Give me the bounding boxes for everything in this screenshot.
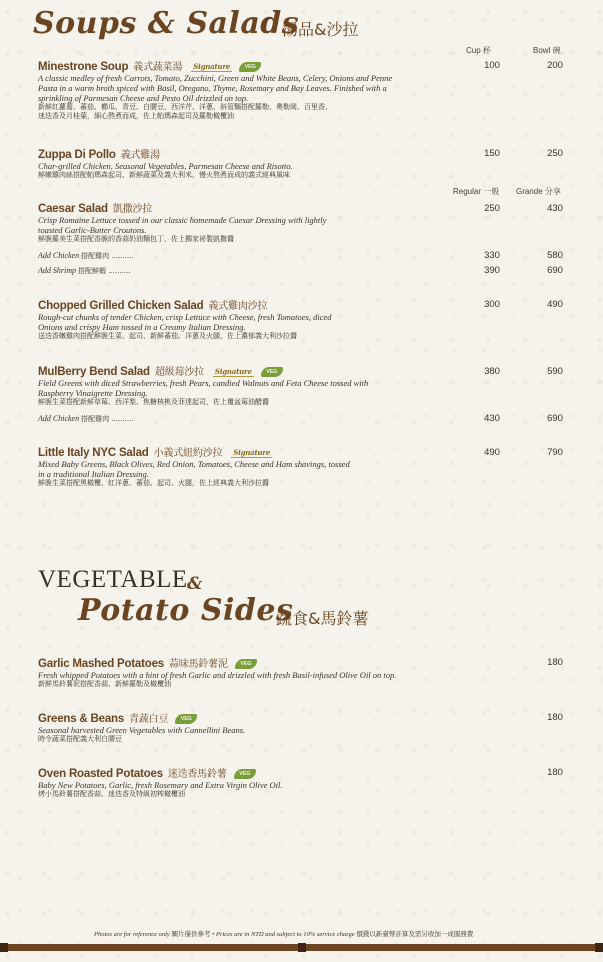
bottom-border-bar — [0, 944, 603, 951]
item-description: Char-grilled Chicken, Seasonal Vegetables, Parmesan Cheese and Risotto. — [38, 161, 293, 171]
item-description: Crisp Romaine Lettuce tossed in our classic homemade Caesar Dressing with lightly toasted Garlic-Butter Croutons. — [38, 215, 327, 235]
item-description-cn: 送迭香嫩雞肉搭配鮮脆生菜、起司、新鮮蕃茄、洋蔥及火腿，佐上濃郁義大利沙拉醬 — [38, 332, 297, 340]
section-title-sides-cn: 蔬食&馬鈴薯 — [276, 609, 369, 628]
menu-item-caesar-salad — [38, 200, 338, 244]
price: 180 — [547, 657, 563, 668]
item-description-cn: 新鮮馬鈴薯泥搭配香蒜、新鮮羅勒及橄欖油 — [38, 680, 171, 688]
price-regular: 330 — [484, 250, 500, 261]
item-name — [38, 297, 338, 312]
section-title-soups-cn: 湯品&沙拉 — [282, 20, 359, 39]
menu-item-greens-and-beans — [38, 710, 438, 744]
vegetarian-leaf-icon: VEG — [235, 659, 257, 669]
item-description: Field Greens with diced Strawberries, fresh Pears, candied Walnuts and Feta Cheese tossed with Raspberry Vinaigrette Dressing. — [38, 378, 369, 398]
item-name — [38, 444, 358, 459]
item-name-en: Caesar Salad — [38, 203, 108, 215]
item-name — [38, 363, 383, 378]
footer-bullet: • — [212, 931, 215, 938]
item-name-en: MulBerry Bend Salad — [38, 366, 150, 378]
item-name — [38, 200, 338, 215]
item-name — [38, 765, 438, 780]
item-description-cn: 鮮嫩雞肉絲搭配帕瑪森起司、新鮮蔬菜及義大利米，慢火熬煮而成的義式經典風味 — [38, 171, 290, 179]
addon-label-cn: 搭配雞肉 .......... — [81, 252, 134, 260]
price-cup: 150 — [484, 148, 500, 159]
addon-chicken — [38, 414, 134, 424]
addon-label: Add Chicken — [38, 251, 80, 260]
menu-item-garlic-mashed-potatoes — [38, 655, 438, 689]
item-description-cn: 鮮脆生菜搭配黑橄欖、紅洋蔥、蕃茄、起司、火腿，佐上經典義大利沙拉醬 — [38, 479, 269, 487]
section-title-ampersand: & — [187, 574, 203, 594]
item-name-en: Minestrone Soup — [38, 61, 129, 73]
price-regular: 390 — [484, 265, 500, 276]
section-title-vegetable: VEGETABLE — [38, 566, 188, 593]
footer-photos-note-cn: 圖片僅供參考 — [171, 930, 211, 938]
item-name-cn: 小義式紐約沙拉 — [153, 448, 223, 459]
col-header-regular: Regular 一般 — [453, 187, 500, 196]
item-name-cn: 凱撒沙拉 — [112, 204, 153, 215]
item-name-en: Chopped Grilled Chicken Salad — [38, 300, 204, 312]
col-header-bowl: Bowl 碗 — [533, 46, 561, 55]
item-description-cn: 烤小馬鈴薯搭配香蒜、迷迭香及特級初榨橄欖油 — [38, 790, 185, 798]
item-name-en: Oven Roasted Potatoes — [38, 768, 163, 780]
item-name-cn: 義式雞肉沙拉 — [208, 301, 268, 312]
section-title-potato-sides: Potato Sides — [78, 593, 294, 628]
item-description: Seasonal harvested Green Vegetables with Cannellini Beans. — [38, 725, 246, 735]
vegetarian-leaf-icon: VEG — [239, 62, 261, 72]
col-header-grande: Grande 分享 — [516, 187, 561, 196]
price-grande: 580 — [547, 250, 563, 261]
menu-item-zuppa-di-pollo — [38, 146, 418, 180]
signature-badge-icon: Signature — [193, 61, 231, 71]
item-name — [38, 655, 438, 670]
vegetarian-leaf-icon: VEG — [234, 769, 256, 779]
item-description-cn: 新鮮紅蘿蔔、蕃茄、櫛瓜、青豆、白腰豆、西洋芹、洋蔥、斜管麵搭配羅勒、奧勒岡、百里香、 — [38, 103, 332, 111]
item-description-cn: 時令蔬菜搭配義大利白腰豆 — [38, 735, 122, 743]
addon-label-cn: 搭配雞肉 .......... — [81, 415, 134, 423]
price-grande: 690 — [547, 413, 563, 424]
price-bowl: 250 — [547, 148, 563, 159]
menu-item-minestrone — [38, 58, 398, 121]
bar-end-square — [595, 943, 603, 952]
section-title-soups: Soups & Salads — [33, 6, 300, 41]
price-regular: 430 — [484, 413, 500, 424]
item-name-en: Little Italy NYC Salad — [38, 447, 149, 459]
item-name-cn: 義式蔬菜湯 — [133, 62, 183, 73]
price-grande: 790 — [547, 447, 563, 458]
item-name — [38, 710, 438, 725]
item-description-cn: 鮮脆羅美生菜搭配香脆的香蒜奶油麵包丁，佐上獨家祕製凱撒醬 — [38, 235, 234, 243]
item-name-cn: 義式雞湯 — [120, 150, 160, 161]
footer-photos-note: Photos are for reference only — [94, 931, 170, 938]
footer-price-note: Prices are in NTD and subject to 10% service charge — [215, 931, 355, 938]
addon-label: Add Shrimp — [38, 266, 76, 275]
price: 180 — [547, 767, 563, 778]
item-name-cn: 迷迭香馬鈴薯 — [167, 769, 227, 780]
price-grande: 430 — [547, 203, 563, 214]
item-name-cn: 蒜味馬鈴薯泥 — [168, 659, 228, 670]
item-description: Mixed Baby Greens, Black Olives, Red Onion, Tomatoes, Cheese and Ham shavings, tossed in a traditional Italian Dressing. — [38, 459, 350, 479]
footer-note — [94, 929, 473, 938]
menu-item-chopped-grilled-chicken-salad — [38, 297, 338, 341]
price-cup: 100 — [484, 60, 500, 71]
addon-chicken — [38, 251, 134, 261]
item-name — [38, 146, 418, 161]
addon-label: Add Chicken — [38, 414, 80, 423]
price-regular: 300 — [484, 299, 500, 310]
price: 180 — [547, 712, 563, 723]
price-grande: 490 — [547, 299, 563, 310]
price-regular: 250 — [484, 203, 500, 214]
item-description: A classic medley of fresh Carrots, Tomato, Zucchini, Green and White Beans, Celery, Onions and Penne Pasta in a warm broth spiced with Basil, Oregano, Thyme, Rosemary and Bay Leaves. Finished with a sprinkling of Parmesan Cheese and Pesto Oil drizzled on top. — [38, 73, 393, 103]
item-name-cn: 超級莓沙拉 — [154, 367, 204, 378]
signature-badge-icon: Signature — [233, 447, 271, 457]
vegetarian-leaf-icon: VEG — [175, 714, 197, 724]
item-description: Baby New Potatoes, Garlic, fresh Rosemary and Extra Virgin Olive Oil. — [38, 780, 283, 790]
menu-item-mulberry-bend-salad — [38, 363, 383, 407]
addon-shrimp — [38, 266, 130, 276]
bar-end-square — [0, 943, 8, 952]
item-name-cn: 青蔬白豆 — [129, 714, 169, 725]
vegetarian-leaf-icon: VEG — [261, 367, 283, 377]
menu-item-oven-roasted-potatoes — [38, 765, 438, 799]
item-name-en: Zuppa Di Pollo — [38, 149, 116, 161]
item-description-cn: 鮮脆生菜搭配新鮮草莓、西洋梨、焦糖核桃及菲達起司，佐上覆盆莓油醋醬 — [38, 398, 269, 406]
price-regular: 380 — [484, 366, 500, 377]
bar-center-square — [298, 943, 306, 952]
footer-price-note-cn: 價錢以新臺幣計算及需另收加一成服務費 — [356, 930, 474, 938]
signature-badge-icon: Signature — [214, 366, 252, 376]
item-name — [38, 58, 398, 73]
item-description: Rough-cut chunks of tender Chicken, crisp Lettuce with Cheese, fresh Tomatoes, diced Onions and crispy Ham tossed in a Creamy Italian Dressing. — [38, 312, 332, 332]
price-regular: 490 — [484, 447, 500, 458]
menu-item-little-italy-nyc-salad — [38, 444, 358, 488]
item-description: Fresh whipped Potatoes with a hint of fresh Garlic and drizzled with fresh Basil-infused Olive Oil on top. — [38, 670, 397, 680]
price-grande: 690 — [547, 265, 563, 276]
item-description-cn: 迷迭香及月桂葉，細心熬煮而成，佐上帕瑪森起司及羅勒橄欖油 — [38, 112, 234, 120]
col-header-cup: Cup 杯 — [466, 46, 491, 55]
price-grande: 590 — [547, 366, 563, 377]
price-bowl: 200 — [547, 60, 563, 71]
item-name-en: Garlic Mashed Potatoes — [38, 658, 164, 670]
addon-label-cn: 搭配鮮蝦 .......... — [78, 267, 131, 275]
item-name-en: Greens & Beans — [38, 713, 125, 725]
